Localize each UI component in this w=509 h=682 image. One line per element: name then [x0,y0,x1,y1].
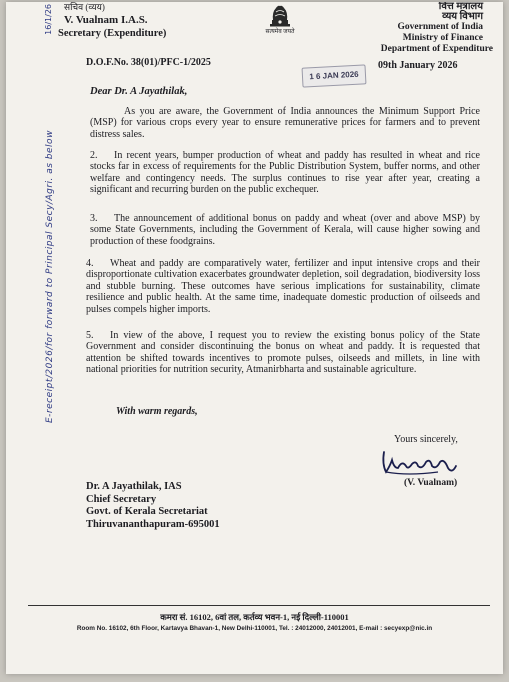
ministry-line-1: Government of India [397,22,483,32]
closing-regards: With warm regards, [116,406,198,417]
received-stamp: 1 6 JAN 2026 [302,64,367,87]
paragraph-text: In view of the above, I request you to review the existing bonus policy of the State Government and consider discontinuing the bonus on wheat and paddy. It is requested that attention be shifted towards incentives to promote pulses, oilseeds and millets, in line with national priorities for nutrition security, Atmanirbharta and sustainable agriculture. [86,330,480,376]
paragraph-5 [86,330,480,376]
ministry-line-3: Department of Expenditure [380,44,493,54]
paragraph-text: Wheat and paddy are comparatively water, fertilizer and input intensive crops and their disproportionate cultivation exacerbates groundwater depletion, soil degradation, biodiversity loss and stubble burning. These outcomes have serious implications for sustainability, climate resilience and public health. At the same time, inadequate domestic production of oilseeds and pulses compels higher imports. [86,258,480,315]
yours-sincerely: Yours sincerely, [394,434,458,445]
paragraph-text: As you are aware, the Government of India announces the Minimum Support Price (MSP) for various crops every year to ensure remunerative prices for farmers and to prevent distress sales. [90,106,480,140]
ministry-hindi-1: वित्त मंत्रालय [438,2,483,12]
national-emblem [258,2,302,36]
footer-address-hindi: कमरा सं. 16102, 6वां तल, कर्तव्य भवन-1, नई दिल्ली-110001 [160,612,349,622]
sender-name: V. Vualnam I.A.S. [64,14,148,26]
sender-hindi: सचिव (व्यय) [64,2,105,12]
emblem-caption: सत्यमेव जयते [265,29,295,35]
recipient-office: Govt. of Kerala Secretariat [86,506,208,517]
footer-rule [28,605,490,606]
letter-date: 09th January 2026 [378,60,458,71]
handwritten-margin-note: E-receipt/2026/for forward to Principal Secy/Agri. as below [45,130,55,423]
recipient-city: Thiruvananthapuram-695001 [86,518,220,530]
paragraph-4 [86,258,480,315]
paragraph-3 [90,213,480,247]
ministry-block [333,2,493,55]
paragraph-text: In recent years, bumper production of wheat and paddy has resulted in wheat and rice stocks far in excess of requirements for the Public Distribution System, buffer norms, and other welfare and contingency needs. The surplus continues to rise year after year, creating a significant and recurring burden on the public exchequer. [90,150,480,196]
file-reference: D.O.F.No. 38(01)/PFC-1/2025 [86,57,211,68]
signature-icon [378,448,478,480]
paragraph-text: The announcement of additional bonus on paddy and wheat (over and above MSP) by some State Governments, including the Government of Kerala, will cause higher sowing and production of these foodgrains. [90,213,480,247]
ministry-hindi-2: व्यय विभाग [442,11,483,22]
ministry-line-2: Ministry of Finance [402,33,483,43]
paragraph-number: 2. [90,150,98,161]
sender-title: Secretary (Expenditure) [58,28,167,39]
letter-page [6,2,503,674]
paragraph-1 [90,106,480,140]
paragraph-2 [90,150,480,196]
footer-address-english: Room No. 16102, 6th Floor, Kartavya Bhavan-1, New Delhi-110001, Tel. : 24012000, 24012001, E-mail : secyexp@nic.in [76,625,433,632]
salutation: Dear Dr. A Jayathilak, [90,86,188,97]
handwritten-margin-date: 16/1/26 [44,4,53,35]
recipient-title: Chief Secretary [86,493,157,505]
recipient-name: Dr. A Jayathilak, IAS [86,481,182,492]
paragraph-number: 5. [86,330,94,341]
signatory-name: (V. Vualnam) [404,478,458,488]
paragraph-number: 4. [86,258,94,269]
recipient-address [86,481,220,531]
paragraph-number: 3. [90,213,98,224]
